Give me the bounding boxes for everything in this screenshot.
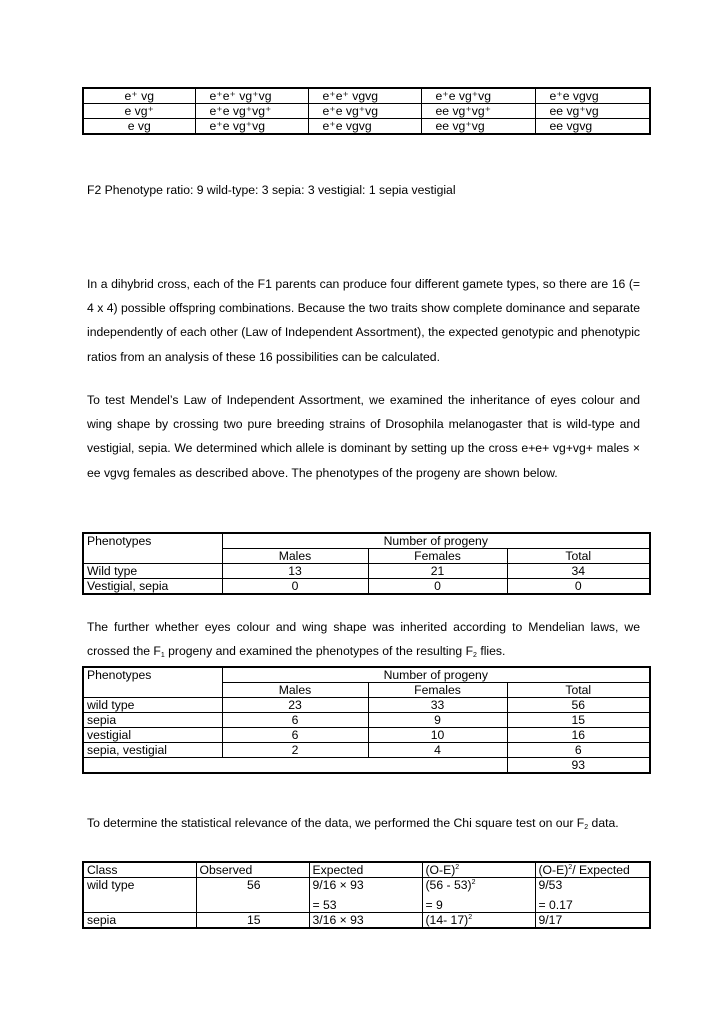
genotype-cell: e⁺e vg⁺vg (421, 88, 535, 104)
phenotype-label: sepia, vestigial (83, 743, 222, 758)
text-run: data. (588, 816, 619, 830)
gamete-cell: e vg⁺ (83, 104, 195, 119)
phenotype-label: sepia (83, 713, 222, 728)
count-cell: 6 (222, 713, 368, 728)
genotype-cell: e⁺e⁺ vg⁺vg (195, 88, 308, 104)
table-row (83, 683, 650, 698)
column-header (535, 862, 650, 878)
table-row (83, 104, 650, 119)
column-header: Class (83, 862, 196, 878)
text-run: flies. (476, 644, 506, 659)
table-row (83, 549, 650, 564)
f1-progeny-table (82, 532, 651, 595)
genotype-cell: e⁺e⁺ vgvg (308, 88, 421, 104)
genotype-cell: ee vg⁺vg (421, 119, 535, 135)
genotype-cell: e⁺e vgvg (535, 88, 650, 104)
table-row (83, 698, 650, 713)
table-row (83, 743, 650, 758)
f2-progeny-table (82, 666, 651, 774)
genotype-cell: ee vg⁺vg⁺ (421, 104, 535, 119)
expected-cell: 3/16 × 93 (309, 913, 422, 929)
ratio-cell: 9/53 (535, 878, 650, 893)
text-run: (O-E) (425, 863, 456, 877)
empty-cell (83, 892, 196, 913)
count-cell: 6 (507, 743, 650, 758)
empty-cell (83, 683, 222, 698)
count-cell: 4 (368, 743, 507, 758)
count-cell: 56 (507, 698, 650, 713)
text-run: / Expected (572, 863, 630, 877)
table-row (83, 892, 650, 913)
table-row (83, 758, 650, 774)
empty-cell (83, 549, 222, 564)
column-header (422, 862, 535, 878)
count-cell: 34 (507, 564, 650, 579)
table-row (83, 533, 650, 549)
ratio-cell: 9/17 (535, 913, 650, 929)
count-cell: 6 (222, 728, 368, 743)
genotype-cell: e⁺e vgvg (308, 119, 421, 135)
group-header: Number of progeny (222, 667, 650, 683)
column-header: Phenotypes (83, 533, 222, 549)
column-header: Females (368, 549, 507, 564)
table-row (83, 913, 650, 929)
oe2-cell: = 9 (422, 892, 535, 913)
subscript: 2 (473, 652, 477, 660)
superscript: 2 (455, 864, 460, 871)
observed-cell: 56 (196, 878, 309, 893)
column-header: Females (368, 683, 507, 698)
superscript: 2 (568, 864, 573, 871)
text-run: progeny and examined the phenotypes of the resulting F (164, 644, 474, 659)
subscript: 2 (584, 824, 589, 831)
gamete-cell: e⁺ vg (83, 88, 195, 104)
table-row (83, 728, 650, 743)
paragraph-dihybrid: In a dihybrid cross, each of the F1 parents can produce four different gamete types, so there are 16 (= 4 x 4) possible offspring combinations. Because the two traits show complete dominance and separate independently of each other (Law of Independent Assortment), the expected genotypic and phenotypic ratios from an analysis of these 16 possibilities can be calculated. (87, 277, 640, 364)
text-run: (56 - 53) (425, 878, 472, 892)
expected-cell: = 53 (309, 892, 422, 913)
phenotype-label: wild type (83, 698, 222, 713)
table-row (83, 579, 650, 595)
count-cell: 15 (507, 713, 650, 728)
phenotype-ratio-line: F2 Phenotype ratio: 9 wild-type: 3 sepia: 3 vestigial: 1 sepia vestigial (87, 183, 456, 197)
text-run: To determine the statistical relevance of the data, we performed the Chi square test on our F (87, 816, 585, 830)
column-header: Expected (309, 862, 422, 878)
table-row (83, 667, 650, 683)
genotype-cell: e⁺e vg⁺vg⁺ (195, 104, 308, 119)
count-cell: 0 (368, 579, 507, 595)
count-cell: 23 (222, 698, 368, 713)
phenotype-label: Wild type (83, 564, 222, 579)
column-header: Males (222, 683, 368, 698)
count-cell: 33 (368, 698, 507, 713)
chi-square-table (82, 861, 651, 929)
empty-cell (196, 892, 309, 913)
count-cell: 2 (222, 743, 368, 758)
count-cell: 10 (368, 728, 507, 743)
count-cell: 0 (507, 579, 650, 595)
table-row (83, 862, 650, 878)
grand-total-cell: 93 (507, 758, 650, 774)
column-header: Phenotypes (83, 667, 222, 683)
count-cell: 9 (368, 713, 507, 728)
table-row (83, 88, 650, 104)
paragraph-f2-cross (87, 615, 640, 663)
paragraph-chi-square (87, 811, 640, 835)
count-cell: 0 (222, 579, 368, 595)
phenotype-label: vestigial (83, 728, 222, 743)
ratio-cell: = 0.17 (535, 892, 650, 913)
expected-cell: 9/16 × 93 (309, 878, 422, 893)
oe2-cell (422, 878, 535, 893)
observed-cell: 15 (196, 913, 309, 929)
text-run: (O-E) (538, 863, 569, 877)
genotype-cell: e⁺e vg⁺vg (308, 104, 421, 119)
text-run: (14- 17) (425, 913, 469, 927)
table-row (83, 878, 650, 893)
column-header: Observed (196, 862, 309, 878)
class-label: sepia (83, 913, 196, 929)
subscript: 1 (160, 652, 165, 660)
genotype-cell: ee vgvg (535, 119, 650, 135)
count-cell: 13 (222, 564, 368, 579)
phenotype-label: Vestigial, sepia (83, 579, 222, 595)
empty-cell (83, 758, 507, 774)
count-cell: 16 (507, 728, 650, 743)
superscript: 2 (471, 879, 476, 886)
text-run: The further whether eyes colour and wing shape was inherited according to Mendelian laws, we crossed the F (87, 620, 640, 659)
paragraph-method: To test Mendel’s Law of Independent Assortment, we examined the inheritance of eyes colour and wing shape by crossing two pure breeding strains of Drosophila melanogaster that is wild-type and vestigial, sepia. We determined which allele is dominant by setting up the cross e+e+ vg+vg+ males × ee vgvg females as described above. The phenotypes of the progeny are shown below. (87, 393, 640, 480)
count-cell: 21 (368, 564, 507, 579)
genotype-cell: e⁺e vg⁺vg (195, 119, 308, 135)
column-header: Males (222, 549, 368, 564)
genotype-cell: ee vg⁺vg (535, 104, 650, 119)
column-header: Total (507, 549, 650, 564)
table-row (83, 713, 650, 728)
group-header: Number of progeny (222, 533, 650, 549)
class-label: wild type (83, 878, 196, 893)
table-row (83, 119, 650, 135)
punnett-table (82, 87, 651, 135)
oe2-cell (422, 913, 535, 929)
table-row (83, 564, 650, 579)
superscript: 2 (468, 914, 473, 921)
gamete-cell: e vg (83, 119, 195, 135)
column-header: Total (507, 683, 650, 698)
